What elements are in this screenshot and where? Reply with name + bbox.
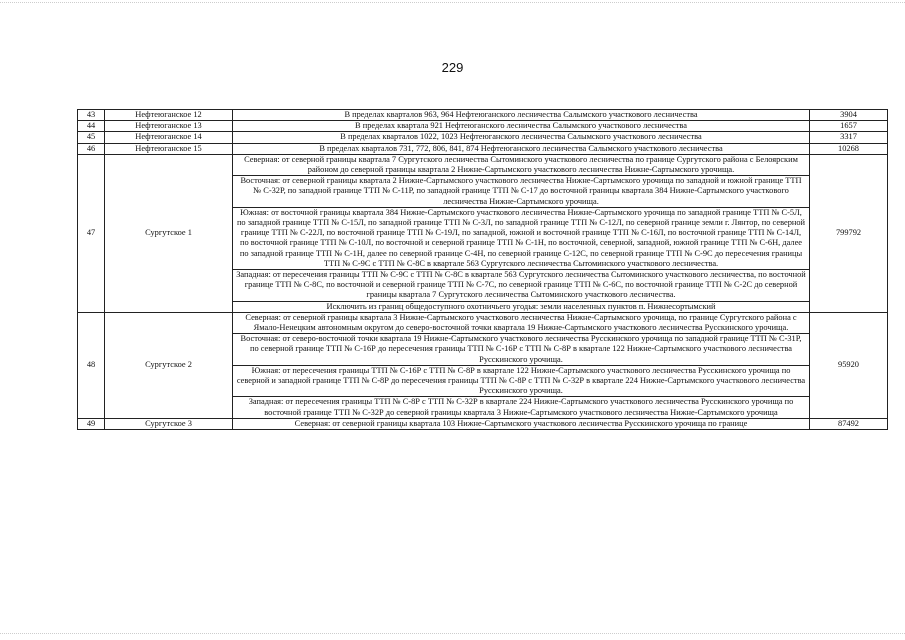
row-number: 49 (78, 418, 105, 429)
hunting-grounds-table (77, 109, 888, 430)
ground-name: Нефтеюганское 12 (105, 110, 233, 121)
table-row (78, 143, 888, 154)
scan-artifact-bottom (0, 633, 905, 637)
boundary-south: Южная: от пересечения границы ТТП № С-16Р с ТТП № С-8Р в квартале 122 Нижне-Сартымского участкового лесничества Русскинского урочища по северной и западной границе ТТП № С-8Р до пересечения границы ТТП № С-8Р с ТТП № С-32Р в квартале 224 Нижне-Сартымского участкового лесничества Русскинского урочища. (233, 365, 810, 397)
area-value: 87492 (810, 418, 888, 429)
row-number: 44 (78, 121, 105, 132)
boundary-east: Восточная: от северной границы квартала 2 Нижне-Сартымского участкового лесничества Нижне-Сартымского урочища по западной и южной границе ТТП № С-32Р, по западной границе ТТП № С-11Р, по западной границе ТТП № С-17 до восточной границы квартала 384 Нижне-Сартымского участкового лесничества Нижне-Сартымского урочища. (233, 176, 810, 208)
area-value: 799792 (810, 154, 888, 312)
ground-name: Сургутское 3 (105, 418, 233, 429)
boundary-north: Северная: от северной границы квартала 7 Сургутского лесничества Сытоминского участкового лесничества по границе Сургутского района с Белоярским районом до северной границы квартала 2 Нижне-Сартымского участкового лесничества Нижне-Сартымского урочища. (233, 154, 810, 175)
row-number: 43 (78, 110, 105, 121)
area-value: 3317 (810, 132, 888, 143)
row-number: 48 (78, 312, 105, 418)
scan-artifact-top (0, 2, 905, 6)
boundary-north: Северная: от северной границы квартала 3 Нижне-Сартымского участкового лесничества Нижне-Сартымского урочища, по границе Сургутского района с Ямало-Ненецким автономным округом до северо-восточной точки квартала 19 Нижне-Сартымского участкового лесничества Русскинского урочища. (233, 312, 810, 333)
boundary-west: Западная: от пересечения границы ТТП № С-8Р с ТТП № С-32Р в квартале 224 Нижне-Сартымского участкового лесничества Русскинского урочища по восточной границе ТТП № С-32Р до северной границы квартала 3 Нижне-Сартымского участкового лесничества Нижне-Сартымского урочища (233, 397, 810, 418)
table-row (78, 110, 888, 121)
exclusion-note: Исключить из границ общедоступного охотничьего угодья: земли населенных пунктов п. Нижнесортымский (233, 301, 810, 312)
table-row (78, 132, 888, 143)
ground-name: Нефтеюганское 15 (105, 143, 233, 154)
table-row (78, 154, 888, 175)
row-number: 46 (78, 143, 105, 154)
ground-name: Сургутское 1 (105, 154, 233, 312)
table-row (78, 312, 888, 333)
row-number: 45 (78, 132, 105, 143)
area-value: 1657 (810, 121, 888, 132)
area-value: 10268 (810, 143, 888, 154)
boundary-north: Северная: от северной границы квартала 103 Нижне-Сартымского участкового лесничества Русскинского урочища по границе (233, 418, 810, 429)
boundary-east: Восточная: от северо-восточной точки квартала 19 Нижне-Сартымского участкового лесничества Русскинского урочища по западной границе ТТП № С-31Р, по северной границе ТТП № С-16Р до пересечения границы ТТП № С-16Р с ТТП № С-8Р в квартале 122 Нижне-Сартымского участкового лесничества Русскинского урочища. (233, 334, 810, 366)
ground-name: Нефтеюганское 14 (105, 132, 233, 143)
page-number: 229 (441, 60, 464, 75)
area-value: 95920 (810, 312, 888, 418)
boundary-description: В пределах кварталов 731, 772, 806, 841, 874 Нефтеюганского лесничества Салымского участкового лесничества (233, 143, 810, 154)
ground-name: Нефтеюганское 13 (105, 121, 233, 132)
ground-name: Сургутское 2 (105, 312, 233, 418)
boundary-description: В пределах кварталов 1022, 1023 Нефтеюганского лесничества Салымского участкового лесничества (233, 132, 810, 143)
row-number: 47 (78, 154, 105, 312)
boundary-description: В пределах квартала 921 Нефтеюганского лесничества Салымского участкового лесничества (233, 121, 810, 132)
table-row (78, 121, 888, 132)
area-value: 3904 (810, 110, 888, 121)
boundary-description: В пределах кварталов 963, 964 Нефтеюганского лесничества Салымского участкового лесничества (233, 110, 810, 121)
table-row (78, 418, 888, 429)
boundary-south: Южная: от восточной границы квартала 384 Нижне-Сартымского участкового лесничества Нижне-Сартымского урочища по западной границе ТТП № С-5Л, по западной границе ТТП № С-15Л, по западной границе ТТП № С-3Л, по западной границе ТТП № С-12Л, по северной границе земли г. Лянтор, по северной границе ТТП № С-22Л, по восточной границе ТТП № С-19Л, по западной, южной и восточной границе ТТП № С-16Л, по восточной границе ТТП № С-14Л, по восточной границе ТТП № С-10Л, по восточной и северной границе ТТП № С-1Н, по восточной, северной, западной, южной границе ТТП № С-6Н, далее по западной границе ТТП № С-1Н, далее по северной границе С-4Н, по северной границе С-12С, по северной границе ТТП № С-9С до пересечения границы ТТП № С-9С с ТТП № С-8С в квартале 563 Сургутского лесничества Сытоминского участкового лесничества. (233, 207, 810, 269)
boundary-west: Западная: от пересечения границы ТТП № С-9С с ТТП № С-8С в квартале 563 Сургутского лесничества Сытоминского участкового лесничества, по восточной границе ТТП № С-8С, по восточной и северной границе ТТП № С-7С, по северной границе ТТП № С-6С, по восточной границе ТТП № С-2С до северной границы квартала 7 Сургутского лесничества Сытоминского участкового лесничества. (233, 270, 810, 302)
